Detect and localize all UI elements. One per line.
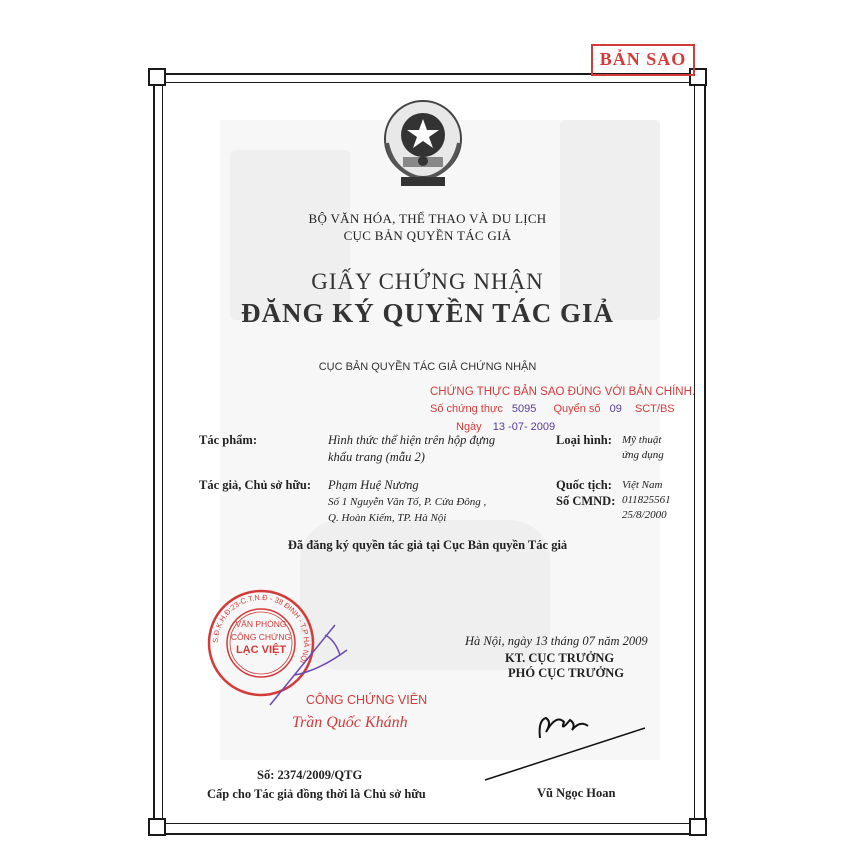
work-type-line2: ứng dụng: [622, 449, 664, 461]
cert-number-label: Số chứng thực: [430, 403, 503, 415]
author-address-line2: Q. Hoàn Kiếm, TP. Hà Nội: [328, 512, 447, 524]
work-type-line1: Mỹ thuật: [622, 434, 662, 446]
director-signature: [480, 700, 650, 785]
cert-book-value: 09: [609, 403, 622, 415]
seal-line1: VĂN PHÒNG: [235, 619, 287, 629]
author-address-line1: Số 1 Nguyễn Văn Tố, P. Cửa Đông ,: [328, 496, 487, 508]
author-label: Tác giả, Chủ sở hữu:: [199, 478, 312, 492]
signer-name: Vũ Ngọc Hoan: [537, 786, 616, 800]
author-name: Phạm Huệ Nương: [328, 478, 419, 492]
certified-copy-line: CHỨNG THỰC BẢN SAO ĐÚNG VỚI BẢN CHÍNH.: [430, 386, 696, 398]
certificate-subtitle: ĐĂNG KÝ QUYỀN TÁC GIẢ: [240, 298, 615, 328]
national-emblem-icon: [373, 95, 473, 193]
id-value: 011825561: [622, 494, 671, 506]
nationality-label: Quốc tịch:: [556, 478, 612, 492]
registered-statement: Đã đăng ký quyền tác giả tại Cục Bản quyền Tác giả: [287, 538, 568, 552]
cert-book-label: Quyển số: [553, 403, 601, 415]
signer-role1: KT. CỤC TRƯỞNG: [505, 651, 615, 665]
seal-line2: CÔNG CHỨNG: [230, 632, 292, 642]
cert-date-label: Ngày: [456, 421, 482, 433]
certifies-text: CỤC BẢN QUYỀN TÁC GIẢ CHỨNG NHẬN: [318, 361, 537, 373]
corner-ornament-br: [689, 818, 707, 836]
copy-stamp: BẢN SAO: [591, 44, 695, 76]
issued-to: Cấp cho Tác giả đồng thời là Chủ sở hữu: [207, 787, 426, 801]
cert-suffix: SCT/BS: [634, 403, 675, 415]
seal-line3: LẠC VIỆT: [235, 644, 287, 656]
notary-title: CÔNG CHỨNG VIÊN: [306, 693, 428, 707]
work-value-line1: Hình thức thể hiện trên hộp đựng: [328, 433, 496, 447]
seal-ring-text: S.Đ.K.H.Đ:23-C.T.N.Đ - 38 ĐINH - T.P HÀ NỘI: [210, 592, 312, 666]
cert-date-value: 13 -07- 2009: [492, 421, 556, 433]
certificate-number: Số: 2374/2009/QTG: [257, 768, 363, 782]
ministry-name: BỘ VĂN HÓA, THỂ THAO VÀ DU LỊCH: [308, 211, 547, 226]
certified-copy-date-row: [456, 421, 555, 433]
id-date: 25/8/2000: [622, 509, 667, 521]
corner-ornament-tl: [148, 68, 166, 86]
corner-ornament-bl: [148, 818, 166, 836]
place-date: Hà Nội, ngày 13 tháng 07 năm 2009: [465, 634, 648, 648]
work-type-label: Loại hình:: [556, 433, 612, 447]
work-value-line2: khẩu trang (mẫu 2): [328, 450, 425, 464]
certified-copy-number-row: [430, 403, 675, 415]
cert-number-value: 5095: [511, 403, 537, 415]
certificate-title: GIẤY CHỨNG NHẬN: [311, 269, 544, 294]
nationality-value: Việt Nam: [622, 479, 663, 491]
signer-role2: PHÓ CỤC TRƯỞNG: [508, 666, 624, 680]
notary-name: Trần Quốc Khánh: [292, 714, 408, 731]
id-label: Số CMND:: [556, 494, 616, 508]
department-name: CỤC BẢN QUYỀN TÁC GIẢ: [343, 228, 512, 243]
work-label: Tác phẩm:: [199, 433, 257, 447]
